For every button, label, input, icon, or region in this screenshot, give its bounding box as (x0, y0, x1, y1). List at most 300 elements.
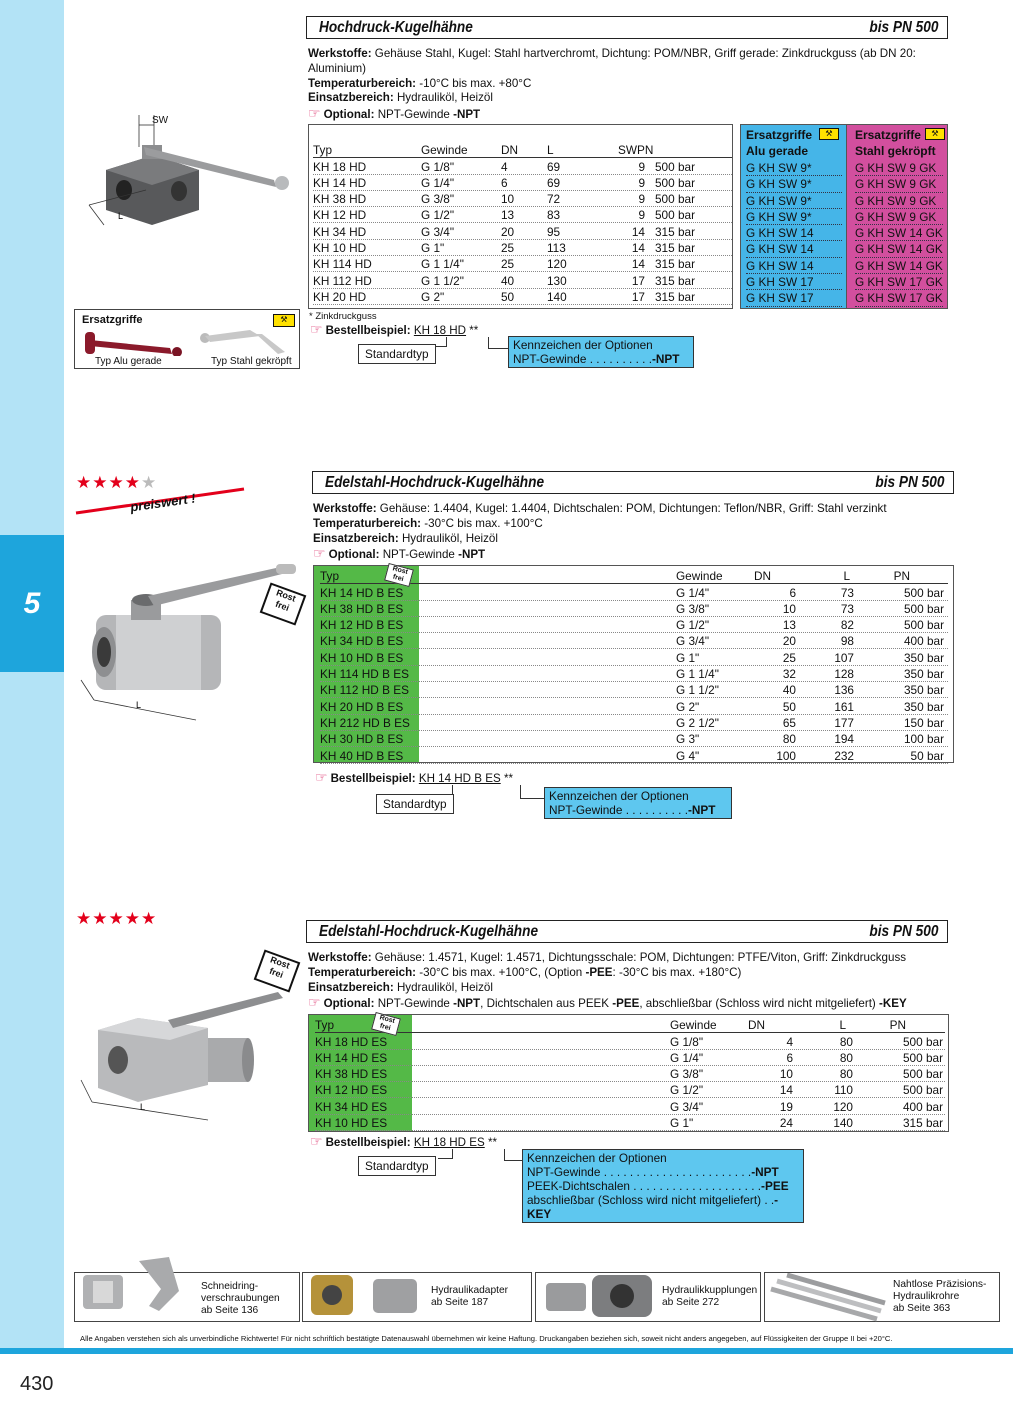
rating-stars: ★★★★★ (76, 473, 158, 492)
table-cell: 100 (776, 748, 796, 763)
table-cell: 14 (779, 1083, 793, 1098)
section3-pn: bis PN 500 (869, 922, 938, 940)
table-cell: 500 bar (655, 192, 696, 207)
table-cell: KH 34 HD ES (315, 1099, 388, 1114)
option-line: NPT-Gewinde . . . . . . . . . .-NPT (513, 352, 680, 366)
table-cell: 6 (786, 1050, 793, 1065)
table-cell: 128 (834, 667, 854, 682)
tube-image (767, 1273, 887, 1323)
s1-optional-label: Optional: (323, 108, 375, 122)
alu-head: Ersatzgriffe Alu gerade (746, 128, 813, 158)
chapter-tab[interactable] (0, 535, 64, 672)
s1-standardtyp-box: Standardtyp (358, 344, 436, 364)
table-cell: 6 (789, 585, 796, 600)
table-cell: 19 (779, 1099, 793, 1114)
section1-table-body (313, 142, 732, 305)
s2-options-box: Kennzeichen der Optionen NPT-Gewinde . . . . . . . . . .-NPT (544, 787, 732, 819)
handle-icon: ⚒ (273, 314, 295, 327)
table-cell: 9 (638, 192, 645, 207)
list-item: G KH SW 14 (746, 225, 842, 241)
table-cell: G 3/8" (670, 1067, 704, 1082)
table-row (313, 256, 732, 272)
table-cell: KH 34 HD (313, 224, 367, 239)
table-cell: 14 (631, 224, 645, 239)
page-number: 430 (20, 1373, 54, 1395)
table-cell: Gewinde (676, 569, 723, 584)
table-row (320, 601, 948, 617)
svg-text:L: L (136, 700, 142, 710)
sidebar-strip (0, 0, 64, 1350)
table-header (315, 1017, 945, 1033)
list-item: G KH SW 9 GK (855, 176, 943, 192)
alu-column (741, 125, 846, 308)
table-cell: 80 (782, 732, 796, 747)
table-cell: 350 bar (903, 683, 944, 698)
table-cell: 14 (631, 257, 645, 272)
table-cell: 120 (833, 1099, 853, 1114)
table-cell: 500 bar (655, 159, 696, 174)
table-cell: 72 (547, 192, 561, 207)
table-cell: 500 bar (902, 1083, 943, 1098)
rostfrei-small-icon: Rost frei (371, 1012, 401, 1036)
table-cell: Typ (315, 1018, 335, 1033)
table-cell: G 1/8" (421, 159, 455, 174)
table-cell: 4 (786, 1034, 793, 1049)
handle-icon: ⚒ (925, 128, 945, 140)
table-cell: KH 14 HD (313, 175, 367, 190)
s1-footnote: * Zinkdruckguss (309, 311, 377, 322)
table-cell: 25 (501, 257, 515, 272)
table-cell: 500 bar (903, 585, 944, 600)
table-cell: 32 (782, 667, 796, 682)
table-cell: 4 (501, 159, 508, 174)
s1-temp-label: Temperaturbereich: (308, 76, 417, 90)
table-cell: 136 (834, 683, 854, 698)
section3-table (308, 1014, 949, 1132)
table-row (313, 158, 732, 174)
table-cell: G 3/4" (670, 1099, 704, 1114)
table-cell: G 1/4" (670, 1050, 704, 1065)
table-cell: DN (501, 143, 519, 158)
stahl-column (846, 125, 947, 308)
table-cell: 40 (501, 273, 515, 288)
s3-bestell-code: KH 18 HD ES (413, 1136, 485, 1149)
section1-pn: bis PN 500 (869, 18, 938, 36)
table-cell: KH 10 HD ES (315, 1116, 388, 1131)
table-cell: 315 bar (902, 1116, 943, 1131)
s1-bestell-code: KH 18 HD (413, 324, 467, 337)
table-cell: 40 (782, 683, 796, 698)
stahl-type-label: Typ Stahl gekröpft (211, 356, 292, 367)
table-row (320, 731, 948, 747)
table-cell: 69 (547, 175, 561, 190)
table-cell: 161 (834, 699, 854, 714)
table-cell: KH 12 HD B ES (320, 618, 404, 633)
table-cell: G 3/4" (676, 634, 710, 649)
table-cell: G 3/8" (421, 192, 455, 207)
table-cell: 113 (547, 241, 566, 256)
table-row (320, 666, 948, 682)
table-cell: 177 (834, 715, 854, 730)
table-cell: Typ (320, 569, 340, 584)
table-cell: 120 (547, 257, 567, 272)
table-cell: 17 (631, 289, 645, 304)
table-cell: KH 112 HD B ES (320, 683, 409, 698)
chapter-tab-label: 5 (23, 586, 41, 620)
section2-table (313, 565, 954, 763)
table-cell: G 4" (676, 748, 700, 763)
table-cell: 500 bar (902, 1067, 943, 1082)
table-cell: G 1 1/4" (676, 667, 719, 682)
s2-bestell-code: KH 14 HD B ES (418, 772, 501, 785)
table-cell: G 1/8" (670, 1034, 704, 1049)
table-cell: 315 bar (655, 241, 696, 256)
pointing-hand-icon: ☞ (315, 769, 328, 785)
related-text: Schneidring- verschraubungen ab Seite 136 (201, 1281, 280, 1316)
list-item: G KH SW 9* (746, 209, 842, 225)
table-cell: KH 114 HD (313, 257, 372, 272)
rostfrei-badge-icon: Rost frei (260, 582, 307, 625)
table-cell: 83 (547, 208, 561, 223)
table-cell: KH 212 HD B ES (320, 715, 410, 730)
table-cell: KH 14 HD B ES (320, 585, 404, 600)
table-cell: KH 40 HD B ES (320, 748, 404, 763)
related-kupplungen[interactable] (535, 1272, 761, 1322)
table-cell: G 2 1/2" (676, 715, 719, 730)
table-cell: 500 bar (902, 1050, 943, 1065)
table-cell: L (839, 1018, 846, 1033)
related-adapter[interactable] (302, 1272, 532, 1322)
table-cell: KH 12 HD (313, 208, 367, 223)
s1-werkstoffe: Gehäuse Stahl, Kugel: Stahl hartverchromt, Dichtung: POM/NBR, Griff gerade: Zinkdruckguss (ab DN 20: (374, 47, 916, 60)
list-item: G KH SW 9* (746, 160, 842, 176)
table-cell: KH 34 HD B ES (320, 634, 404, 649)
table-cell: G 1/4" (421, 175, 455, 190)
list-item: G KH SW 9 GK (855, 193, 943, 209)
table-cell: 10 (782, 601, 796, 616)
table-header (320, 568, 948, 584)
section1-table (308, 124, 733, 309)
fitting-image (79, 1251, 199, 1321)
table-cell: G 3/8" (676, 601, 710, 616)
table-cell: G 1" (421, 241, 445, 256)
table-cell: 130 (547, 273, 567, 288)
table-cell: KH 38 HD (313, 192, 367, 207)
table-cell: 350 bar (903, 667, 944, 682)
table-cell: 315 bar (655, 224, 696, 239)
table-cell: L (843, 569, 850, 584)
option-line: PEEK-Dichtschalen . . . . . . . . . . . . . . . . . . . .-PEE (527, 1179, 789, 1193)
valve-image-steel (84, 115, 299, 230)
table-cell: 50 bar (910, 748, 944, 763)
table-cell: 107 (834, 650, 854, 665)
preiswert-banner (74, 483, 246, 523)
table-row (313, 175, 732, 191)
list-item: G KH SW 17 (746, 274, 842, 290)
table-cell: 13 (782, 618, 796, 633)
ersatzgriffe-box (74, 309, 300, 369)
table-cell: KH 114 HD B ES (320, 667, 409, 682)
table-cell: 350 bar (903, 699, 944, 714)
section3-table-body (315, 1017, 945, 1131)
table-cell: G 1/2" (676, 618, 710, 633)
rating-stars: ★★★★★ (76, 909, 158, 928)
s1-werkstoffe-cont: Aluminium) (308, 61, 366, 75)
table-row (313, 207, 732, 223)
table-row (313, 272, 732, 288)
table-cell: 82 (840, 618, 854, 633)
list-item: G KH SW 9* (746, 176, 842, 192)
s3-options-box: Kennzeichen der Optionen NPT-Gewinde . . . . . . . . . . . . . . . . . . . . . . .-NPT PEEK-Dichtschalen . . . . . . . . . . . . . . . . . . . .-PEE abschließbar (Schloss wird nicht mitgeliefert) . .-KEY (522, 1149, 804, 1223)
table-cell: 80 (839, 1067, 853, 1082)
pointing-hand-icon: ☞ (308, 105, 321, 122)
table-cell: 98 (840, 634, 854, 649)
table-cell: G 1 1/4" (421, 257, 464, 272)
table-cell: KH 10 HD B ES (320, 650, 404, 665)
list-item: G KH SW 17 GK (854, 291, 943, 306)
s1-bestell: ☞ Bestellbeispiel: KH 18 HD ** (310, 321, 479, 337)
table-cell: 500 bar (902, 1034, 943, 1049)
table-cell: 10 (779, 1067, 793, 1082)
stahl-head: Ersatzgriffe Stahl gekröpft (854, 128, 936, 158)
section2-info: Werkstoffe: Gehäuse: 1.4404, Kugel: 1.4404, Dichtschalen: POM, Dichtungen: Teflon/NBR, Griff: Stahl verzinkt Temperaturbereich: -30°C bis max. +100°C Einsatzbereich: Hydrauliköl, Heizöl ☞ Optional: NPT-Gewinde -NPT (313, 502, 887, 562)
table-cell: 500 bar (903, 601, 944, 616)
table-cell: 69 (547, 159, 561, 174)
table-cell: 80 (839, 1034, 853, 1049)
list-item: G KH SW 9 GK (855, 209, 943, 225)
stahl-list (855, 160, 947, 307)
rostfrei-badge-icon: Rost frei (254, 949, 301, 992)
table-cell: KH 38 HD ES (315, 1067, 388, 1082)
table-row (313, 240, 732, 256)
s1-einsatz-label: Einsatzbereich: (308, 91, 394, 105)
pointing-hand-icon: ☞ (310, 1133, 323, 1149)
pointing-hand-icon: ☞ (313, 545, 326, 562)
table-cell: Gewinde (670, 1018, 717, 1033)
table-cell: 20 (501, 224, 515, 239)
table-cell: 25 (782, 650, 796, 665)
ersatzgriffe-box-title: Ersatzgriffe (82, 314, 143, 326)
table-row (313, 289, 732, 305)
sw-dim-label: SW (152, 115, 169, 126)
option-line: NPT-Gewinde . . . . . . . . . . . . . . . . . . . . . . .-NPT (527, 1165, 779, 1179)
table-cell: 400 bar (902, 1099, 943, 1114)
option-line: abschließbar (Schloss wird nicht mitgeliefert) . .-KEY (527, 1193, 779, 1221)
table-cell: 73 (840, 601, 854, 616)
table-row (320, 584, 948, 600)
table-cell: 500 bar (655, 175, 696, 190)
table-cell: 80 (839, 1050, 853, 1065)
table-cell: KH 20 HD B ES (320, 699, 404, 714)
table-row (320, 617, 948, 633)
related-text: Hydraulikadapter ab Seite 187 (431, 1285, 509, 1308)
svg-text:L: L (140, 1102, 146, 1112)
table-cell: G 2" (421, 289, 445, 304)
list-item: G KH SW 14 GK (854, 258, 943, 273)
table-cell: 65 (782, 715, 796, 730)
table-cell: KH 12 HD ES (315, 1083, 388, 1098)
preiswert-label: preiswert ! (129, 490, 197, 515)
table-cell: 25 (501, 241, 515, 256)
table-cell: 9 (638, 175, 645, 190)
table-cell: 10 (501, 192, 515, 207)
table-row (313, 223, 732, 239)
table-cell: KH 20 HD (313, 289, 367, 304)
table-row (313, 191, 732, 207)
list-item: G KH SW 14 GK (854, 226, 943, 241)
s1-einsatz: Hydrauliköl, Heizöl (396, 91, 493, 105)
pointing-hand-icon: ☞ (310, 321, 323, 337)
s1-optional-code: -NPT (453, 108, 481, 122)
table-cell: 17 (631, 273, 645, 288)
handle-icon: ⚒ (819, 128, 839, 140)
s1-optional: NPT-Gewinde (377, 108, 450, 122)
table-cell: 95 (547, 224, 561, 239)
footer-disclaimer: Alle Angaben verstehen sich als unverbindliche Richtwerte! Für nicht schriftlich bestätigte Datenauswahl übernehmen wir keine Haftung. Druckangaben beziehen sich, soweit nicht anders angegeben, auf Flüssigkeiten der Gruppe II bei +20°C. (80, 1334, 893, 1343)
related-text: Nahtlose Präzisions- Hydraulikrohre ab Seite 363 (893, 1279, 987, 1314)
table-row (315, 1082, 945, 1098)
table-row (315, 1098, 945, 1114)
list-item: G KH SW 14 GK (854, 242, 943, 257)
table-row (320, 715, 948, 731)
table-cell: G 1 1/2" (676, 683, 719, 698)
table-row (320, 682, 948, 698)
connector (488, 337, 508, 349)
option-line: NPT-Gewinde . . . . . . . . . .-NPT (549, 803, 716, 817)
connector (438, 1158, 453, 1159)
section2-title: Edelstahl-Hochdruck-Kugelhähne (325, 473, 545, 491)
coupling-image (540, 1269, 660, 1321)
table-cell: PN (637, 143, 654, 158)
list-item: G KH SW 14 (746, 258, 842, 274)
section1-title-bar (306, 16, 948, 39)
table-cell: 315 bar (655, 257, 696, 272)
related-schneidring[interactable] (74, 1272, 300, 1322)
table-cell: 100 bar (903, 732, 944, 747)
list-item: G KH SW 14 (746, 241, 842, 257)
table-cell: KH 18 HD ES (315, 1034, 388, 1049)
s2-standardtyp-box: Standardtyp (376, 794, 454, 814)
svg-text:L: L (118, 211, 124, 221)
table-cell: SW (617, 143, 637, 158)
table-cell: G 1" (670, 1116, 694, 1131)
table-cell: 110 (834, 1083, 853, 1098)
table-cell: KH 14 HD ES (315, 1050, 388, 1065)
list-item: G KH SW 17 (746, 290, 842, 306)
table-cell: 315 bar (655, 273, 696, 288)
table-cell: G 1/2" (421, 208, 455, 223)
table-cell: DN (748, 1018, 766, 1033)
connector (520, 785, 544, 799)
table-cell: 140 (833, 1116, 853, 1131)
table-cell: G 1/2" (670, 1083, 704, 1098)
table-cell: 20 (782, 634, 796, 649)
table-cell: Typ (313, 143, 333, 158)
s1-temp: -10°C bis max. +80°C (419, 76, 532, 90)
rostfrei-small-icon: Rost frei (384, 563, 414, 587)
section3-title: Edelstahl-Hochdruck-Kugelhähne (319, 922, 539, 940)
table-cell: 232 (834, 748, 854, 763)
table-row (320, 633, 948, 649)
connector (434, 346, 447, 347)
table-header (313, 142, 732, 158)
table-cell: G 3/4" (421, 224, 455, 239)
table-cell: 194 (834, 732, 854, 747)
handle-images (80, 326, 295, 356)
table-cell: KH 10 HD (313, 241, 367, 256)
table-cell: 500 bar (903, 618, 944, 633)
table-cell: KH 30 HD B ES (320, 732, 404, 747)
table-cell: Gewinde (421, 143, 468, 158)
table-cell: 6 (501, 175, 508, 190)
ersatzgriffe-columns (740, 124, 948, 309)
table-cell: 9 (638, 208, 645, 223)
alu-type-label: Typ Alu gerade (95, 356, 162, 367)
s1-options-box: Kennzeichen der Optionen NPT-Gewinde . . . . . . . . . .-NPT (508, 336, 694, 368)
table-cell: 13 (501, 208, 515, 223)
list-item: G KH SW 17 GK (854, 275, 943, 290)
table-cell: KH 112 HD (313, 273, 372, 288)
bottom-bar (0, 1348, 1013, 1354)
table-cell: 50 (501, 289, 515, 304)
table-cell: 400 bar (903, 634, 944, 649)
section3-info: Werkstoffe: Gehäuse: 1.4571, Kugel: 1.4571, Dichtungsschale: POM, Dichtungen: PTFE/Viton, Griff: Zinkdruckguss Temperaturbereich: -30°C bis max. +100°C, (Option -PEE: -30°C bis max. +180°C) Einsatzbereich: Hydrauliköl, Heizöl ☞ Optional: NPT-Gewinde -NPT, Dichtschalen aus PEEK -PEE, abschließbar (Schloss wird nicht mitgeliefert) -KEY (308, 951, 907, 1011)
table-cell: PN (893, 569, 910, 584)
list-item: G KH SW 9 GK (855, 160, 943, 176)
table-cell: 350 bar (903, 650, 944, 665)
table-cell: G 3" (676, 732, 700, 747)
table-row (315, 1033, 945, 1049)
valve-image-stainless-es (78, 990, 303, 1130)
table-cell: DN (754, 569, 772, 584)
section2-pn: bis PN 500 (875, 473, 944, 491)
s2-bestell: ☞ Bestellbeispiel: KH 14 HD B ES ** (315, 769, 513, 785)
table-cell: 9 (638, 159, 645, 174)
s1-werkstoffe-label: Werkstoffe: (308, 47, 372, 60)
pointing-hand-icon: ☞ (308, 994, 321, 1011)
adapter-image (307, 1269, 427, 1321)
table-cell: 500 bar (655, 208, 696, 223)
section1-info (308, 47, 948, 123)
s3-standardtyp-box: Standardtyp (358, 1156, 436, 1176)
table-cell: 150 bar (903, 715, 944, 730)
table-cell: PN (889, 1018, 906, 1033)
related-rohre[interactable] (764, 1272, 1000, 1322)
table-cell: 24 (779, 1116, 793, 1131)
table-row (320, 747, 948, 763)
table-cell: 73 (840, 585, 854, 600)
table-cell: L (547, 143, 554, 158)
connector (504, 1149, 522, 1161)
section3-title-bar (306, 920, 948, 943)
table-cell: KH 38 HD B ES (320, 601, 404, 616)
table-cell: G 1" (676, 650, 700, 665)
section1-title: Hochdruck-Kugelhähne (319, 18, 473, 36)
table-cell: 140 (547, 289, 567, 304)
s3-bestell: ☞ Bestellbeispiel: KH 18 HD ES ** (310, 1133, 498, 1149)
table-cell: G 2" (676, 699, 700, 714)
table-row (320, 649, 948, 665)
section2-table-body (320, 568, 948, 764)
list-item: G KH SW 9* (746, 193, 842, 209)
table-cell: 315 bar (655, 289, 696, 304)
table-cell: 50 (782, 699, 796, 714)
section2-title-bar (312, 471, 954, 494)
table-cell: G 1/4" (676, 585, 710, 600)
table-row (320, 698, 948, 714)
table-row (315, 1115, 945, 1131)
related-text: Hydraulikkupplungen ab Seite 272 (662, 1285, 758, 1308)
